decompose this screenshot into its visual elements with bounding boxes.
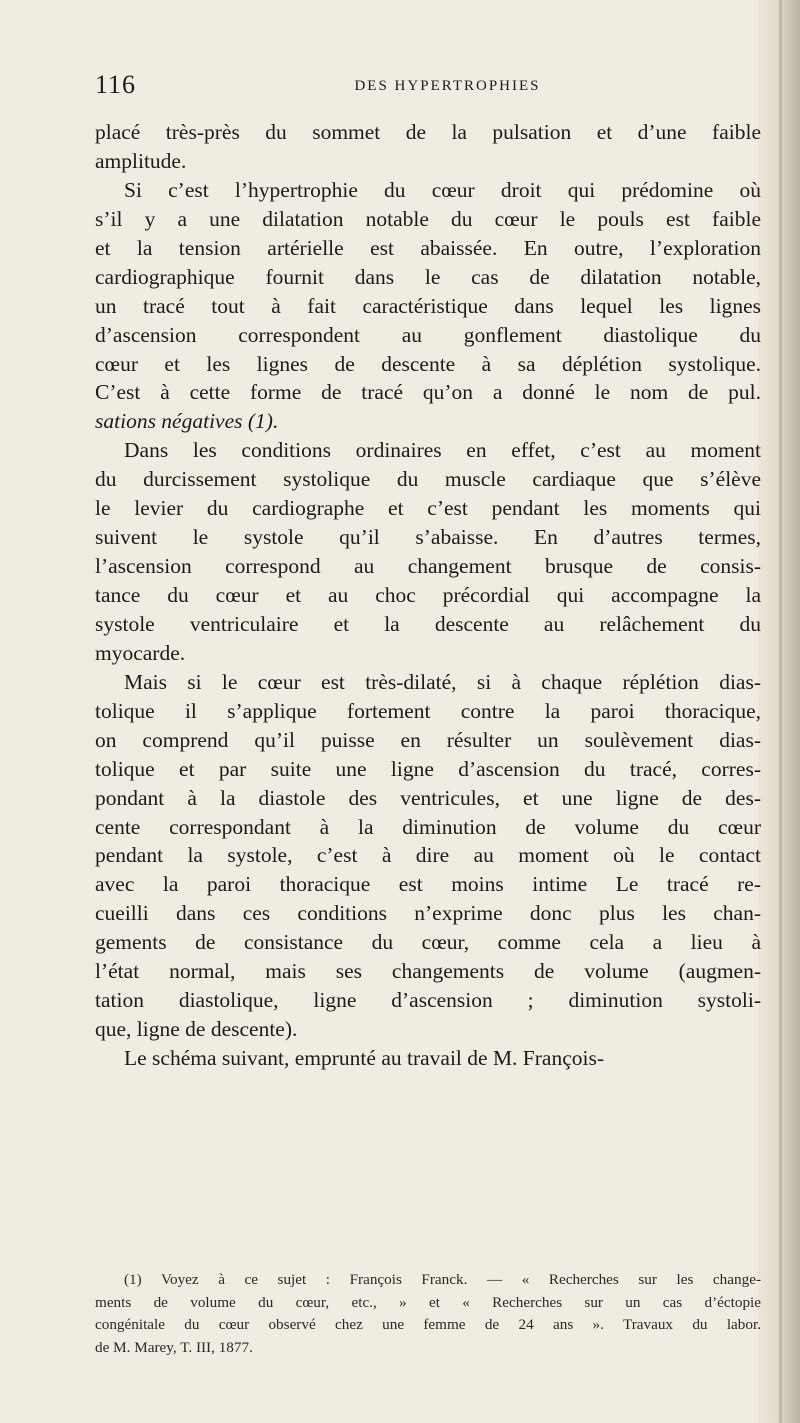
text-line: du durcissement systolique du muscle cardiaque que s’élève (95, 467, 761, 492)
footnote-line: de M. Marey, T. III, 1877. (95, 1338, 253, 1356)
text-line: pendant la systole, c’est à dire au moment où le contact (95, 843, 761, 868)
text-line: pondant à la diastole des ventricules, et une ligne de des- (95, 785, 761, 810)
text-line: Le schéma suivant, emprunté au travail de M. François- (124, 1046, 605, 1070)
body-text (95, 118, 761, 1073)
text-line: l’état normal, mais ses changements de volume (augmen- (95, 959, 761, 984)
footnote-line: (1) Voyez à ce sujet : François Franck. — « Recherches sur les change- (124, 1271, 761, 1288)
text-line: d’ascension correspondent au gonflement diastolique du (95, 322, 761, 347)
page-edge-shadow (779, 0, 782, 1423)
footnote-line: ments de volume du cœur, etc., » et « Recherches sur un cas d’éctopie (95, 1293, 761, 1311)
text-line: Dans les conditions ordinaires en effet, c’est au moment (124, 438, 761, 463)
text-line: cueilli dans ces conditions n’exprime donc plus les chan- (95, 901, 761, 926)
text-line: myocarde. (95, 640, 186, 665)
text-line: on comprend qu’il puisse en résulter un soulèvement dias- (95, 727, 761, 752)
text-line: gements de consistance du cœur, comme cela a lieu à (95, 930, 761, 955)
text-line: que, ligne de descente). (95, 1017, 298, 1042)
text-line: tance du cœur et au choc précordial qui accompagne la (95, 583, 761, 607)
text-line: systole ventriculaire et la descente au relâchement du (95, 611, 761, 636)
text-line: et la tension artérielle est abaissée. En outre, l’exploration (95, 235, 761, 260)
footnote (95, 1269, 761, 1359)
text-line: tolique il s’applique fortement contre la paroi thoracique, (95, 698, 761, 723)
text-line: un tracé tout à fait caractéristique dans lequel les lignes (95, 293, 761, 318)
text-line: C’est à cette forme de tracé qu’on a donné le nom de pul. (95, 380, 761, 405)
text-line: Si c’est l’hypertrophie du cœur droit qui prédomine où (124, 177, 761, 202)
text-line: Mais si le cœur est très-dilaté, si à chaque réplétion dias- (124, 669, 761, 694)
text-line: s’il y a une dilatation notable du cœur le pouls est faible (95, 206, 761, 231)
text-line: tolique et par suite une ligne d’ascension du tracé, corres- (95, 756, 761, 781)
text-line: avec la paroi thoracique est moins intime Le tracé re- (95, 872, 761, 897)
text-line: suivent le systole qu’il s’abaisse. En d’autres termes, (95, 525, 761, 550)
text-line: cente correspondant à la diminution de volume du cœur (95, 814, 761, 839)
text-line: tation diastolique, ligne d’ascension ; diminution systoli- (95, 988, 761, 1013)
text-line: cardiographique fournit dans le cas de dilatation notable, (95, 264, 761, 289)
text-line: le levier du cardiographe et c’est pendant les moments qui (95, 496, 761, 521)
text-line: sations négatives (1). (95, 409, 279, 434)
running-title: DES HYPERTROPHIES (354, 78, 541, 94)
page-number: 116 (95, 70, 137, 99)
text-line: l’ascension correspond au changement brusque de consis- (95, 554, 761, 579)
text-line: amplitude. (95, 148, 187, 173)
text-line: placé très-près du sommet de la pulsation et d’une faible (95, 120, 761, 144)
footnote-line: congénitale du cœur observé chez une femme de 24 ans ». Travaux du labor. (95, 1316, 761, 1334)
text-line: cœur et les lignes de descente à sa déplétion systolique. (95, 351, 761, 376)
page-header (95, 70, 760, 104)
